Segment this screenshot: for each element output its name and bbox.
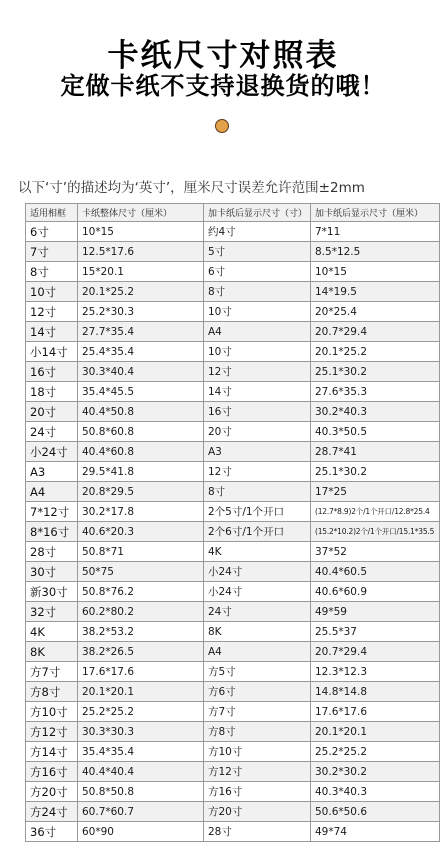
- display-inch-cell: 24寸: [204, 602, 311, 622]
- table-body: [26, 222, 440, 842]
- header-frame: 适用相框: [26, 204, 78, 222]
- card-size-cell: 15*20.1: [78, 262, 204, 282]
- page-subtitle: 定做卡纸不支持退换货的哦！: [60, 72, 386, 100]
- frame-cell: 方20寸: [26, 782, 78, 802]
- display-inch-cell: 12寸: [204, 462, 311, 482]
- frame-cell: 8K: [26, 642, 78, 662]
- display-inch-cell: 28寸: [204, 822, 311, 842]
- display-inch-cell: 14寸: [204, 382, 311, 402]
- frame-cell: 方7寸: [26, 662, 78, 682]
- display-inch-cell: 约4寸: [204, 222, 311, 242]
- display-cm-cell: 50.6*50.6: [311, 802, 440, 822]
- table-row: [26, 582, 440, 602]
- display-inch-cell: 6寸: [204, 262, 311, 282]
- frame-cell: 7寸: [26, 242, 78, 262]
- frame-cell: 方10寸: [26, 702, 78, 722]
- display-inch-cell: A4: [204, 642, 311, 662]
- display-cm-cell: 20*25.4: [311, 302, 440, 322]
- display-cm-cell: 17*25: [311, 482, 440, 502]
- display-cm-cell: 30.2*40.3: [311, 402, 440, 422]
- table-row: [26, 742, 440, 762]
- table-row: [26, 622, 440, 642]
- frame-cell: 32寸: [26, 602, 78, 622]
- card-size-cell: 27.7*35.4: [78, 322, 204, 342]
- table-row: [26, 382, 440, 402]
- card-size-cell: 25.2*25.2: [78, 702, 204, 722]
- frame-cell: 12寸: [26, 302, 78, 322]
- display-inch-cell: 方7寸: [204, 702, 311, 722]
- display-cm-cell: 20.7*29.4: [311, 642, 440, 662]
- table-row: [26, 242, 440, 262]
- display-inch-cell: 16寸: [204, 402, 311, 422]
- display-inch-cell: 小24寸: [204, 562, 311, 582]
- frame-cell: 方12寸: [26, 722, 78, 742]
- display-cm-cell: 25.1*30.2: [311, 362, 440, 382]
- card-size-cell: 50.8*50.8: [78, 782, 204, 802]
- card-size-cell: 10*15: [78, 222, 204, 242]
- card-size-cell: 40.6*20.3: [78, 522, 204, 542]
- card-size-cell: 50.8*76.2: [78, 582, 204, 602]
- display-cm-cell: 7*11: [311, 222, 440, 242]
- display-inch-cell: 20寸: [204, 422, 311, 442]
- page-title: 卡纸尺寸对照表: [107, 38, 339, 74]
- frame-cell: 方16寸: [26, 762, 78, 782]
- table-row: [26, 322, 440, 342]
- display-inch-cell: 2个5寸/1个开口: [204, 502, 311, 522]
- display-cm-cell: 49*74: [311, 822, 440, 842]
- table-row: [26, 782, 440, 802]
- display-inch-cell: A3: [204, 442, 311, 462]
- table-row: [26, 402, 440, 422]
- card-size-cell: 29.5*41.8: [78, 462, 204, 482]
- display-cm-cell: 12.3*12.3: [311, 662, 440, 682]
- table-row: [26, 802, 440, 822]
- card-size-cell: 30.2*17.8: [78, 502, 204, 522]
- display-inch-cell: 方20寸: [204, 802, 311, 822]
- card-size-cell: 20.1*25.2: [78, 282, 204, 302]
- frame-cell: 方24寸: [26, 802, 78, 822]
- display-cm-cell: 14.8*14.8: [311, 682, 440, 702]
- table-row: [26, 762, 440, 782]
- display-cm-cell: 14*19.5: [311, 282, 440, 302]
- display-inch-cell: 方5寸: [204, 662, 311, 682]
- frame-cell: 小14寸: [26, 342, 78, 362]
- display-cm-cell: 40.3*50.5: [311, 422, 440, 442]
- display-cm-cell: 27.6*35.3: [311, 382, 440, 402]
- table-row: [26, 562, 440, 582]
- table-row: [26, 602, 440, 622]
- display-inch-cell: 8K: [204, 622, 311, 642]
- frame-cell: 8*16寸: [26, 522, 78, 542]
- display-cm-cell: 17.6*17.6: [311, 702, 440, 722]
- card-size-cell: 17.6*17.6: [78, 662, 204, 682]
- display-cm-cell: 30.2*30.2: [311, 762, 440, 782]
- display-inch-cell: 方6寸: [204, 682, 311, 702]
- header-display-inch: 加卡纸后显示尺寸（寸）: [204, 204, 311, 222]
- table-row: [26, 642, 440, 662]
- display-inch-cell: 4K: [204, 542, 311, 562]
- display-inch-cell: 12寸: [204, 362, 311, 382]
- display-inch-cell: 8寸: [204, 482, 311, 502]
- table-row: [26, 422, 440, 442]
- card-size-cell: 40.4*60.8: [78, 442, 204, 462]
- frame-cell: 24寸: [26, 422, 78, 442]
- frame-cell: 4K: [26, 622, 78, 642]
- header-display-cm: 加卡纸后显示尺寸（厘米）: [311, 204, 440, 222]
- card-size-cell: 25.4*35.4: [78, 342, 204, 362]
- display-cm-cell: 20.7*29.4: [311, 322, 440, 342]
- display-cm-cell: (15.2*10.2)2个/1个开口/15.1*35.5: [311, 522, 440, 542]
- card-size-cell: 20.1*20.1: [78, 682, 204, 702]
- display-cm-cell: 10*15: [311, 262, 440, 282]
- frame-cell: 8寸: [26, 262, 78, 282]
- display-inch-cell: 方10寸: [204, 742, 311, 762]
- display-inch-cell: 10寸: [204, 302, 311, 322]
- table-row: [26, 702, 440, 722]
- frame-cell: A4: [26, 482, 78, 502]
- display-cm-cell: 8.5*12.5: [311, 242, 440, 262]
- table-row: [26, 362, 440, 382]
- frame-cell: 16寸: [26, 362, 78, 382]
- card-size-cell: 50.8*71: [78, 542, 204, 562]
- display-inch-cell: 方16寸: [204, 782, 311, 802]
- display-cm-cell: 25.5*37: [311, 622, 440, 642]
- card-size-cell: 60*90: [78, 822, 204, 842]
- card-size-cell: 35.4*45.5: [78, 382, 204, 402]
- table-row: [26, 302, 440, 322]
- frame-cell: A3: [26, 462, 78, 482]
- card-size-cell: 38.2*53.2: [78, 622, 204, 642]
- table-row: [26, 222, 440, 242]
- frame-cell: 18寸: [26, 382, 78, 402]
- display-inch-cell: 小24寸: [204, 582, 311, 602]
- display-cm-cell: 25.2*25.2: [311, 742, 440, 762]
- table-header-row: [26, 204, 440, 222]
- card-size-cell: 30.3*30.3: [78, 722, 204, 742]
- display-cm-cell: 37*52: [311, 542, 440, 562]
- header-card-size: 卡纸整体尺寸（厘米）: [78, 204, 204, 222]
- size-table: [25, 203, 440, 842]
- table-row: [26, 442, 440, 462]
- display-inch-cell: 方12寸: [204, 762, 311, 782]
- card-size-cell: 50*75: [78, 562, 204, 582]
- card-size-cell: 25.2*30.3: [78, 302, 204, 322]
- display-inch-cell: 10寸: [204, 342, 311, 362]
- table-row: [26, 542, 440, 562]
- frame-cell: 新30寸: [26, 582, 78, 602]
- frame-cell: 7*12寸: [26, 502, 78, 522]
- card-size-cell: 60.7*60.7: [78, 802, 204, 822]
- orange-dot-icon: [215, 119, 229, 133]
- frame-cell: 14寸: [26, 322, 78, 342]
- display-cm-cell: 25.1*30.2: [311, 462, 440, 482]
- display-inch-cell: 2个6寸/1个开口: [204, 522, 311, 542]
- display-inch-cell: 方8寸: [204, 722, 311, 742]
- frame-cell: 28寸: [26, 542, 78, 562]
- table-row: [26, 262, 440, 282]
- frame-cell: 20寸: [26, 402, 78, 422]
- display-cm-cell: 28.7*41: [311, 442, 440, 462]
- card-size-cell: 35.4*35.4: [78, 742, 204, 762]
- display-cm-cell: 20.1*25.2: [311, 342, 440, 362]
- card-size-cell: 60.2*80.2: [78, 602, 204, 622]
- frame-cell: 30寸: [26, 562, 78, 582]
- display-cm-cell: 20.1*20.1: [311, 722, 440, 742]
- table-row: [26, 662, 440, 682]
- card-size-cell: 20.8*29.5: [78, 482, 204, 502]
- card-size-cell: 50.8*60.8: [78, 422, 204, 442]
- table-row: [26, 342, 440, 362]
- table-row: [26, 482, 440, 502]
- table-row: [26, 682, 440, 702]
- table-row: [26, 502, 440, 522]
- measurement-note: 以下‘寸’的描述均为‘英寸’，厘米尺寸误差允许范围±2mm: [18, 180, 365, 196]
- display-cm-cell: 40.6*60.9: [311, 582, 440, 602]
- display-inch-cell: A4: [204, 322, 311, 342]
- table-row: [26, 722, 440, 742]
- table-row: [26, 522, 440, 542]
- card-size-cell: 12.5*17.6: [78, 242, 204, 262]
- frame-cell: 10寸: [26, 282, 78, 302]
- display-cm-cell: 40.3*40.3: [311, 782, 440, 802]
- card-size-cell: 40.4*50.8: [78, 402, 204, 422]
- frame-cell: 方8寸: [26, 682, 78, 702]
- display-cm-cell: 49*59: [311, 602, 440, 622]
- card-size-cell: 30.3*40.4: [78, 362, 204, 382]
- table-row: [26, 822, 440, 842]
- frame-cell: 6寸: [26, 222, 78, 242]
- display-cm-cell: 40.4*60.5: [311, 562, 440, 582]
- card-size-cell: 38.2*26.5: [78, 642, 204, 662]
- table-row: [26, 282, 440, 302]
- card-size-cell: 40.4*40.4: [78, 762, 204, 782]
- frame-cell: 方14寸: [26, 742, 78, 762]
- table-row: [26, 462, 440, 482]
- display-inch-cell: 8寸: [204, 282, 311, 302]
- frame-cell: 36寸: [26, 822, 78, 842]
- frame-cell: 小24寸: [26, 442, 78, 462]
- display-inch-cell: 5寸: [204, 242, 311, 262]
- display-cm-cell: (12.7*8.9)2个/1个开口/12.8*25.4: [311, 502, 440, 522]
